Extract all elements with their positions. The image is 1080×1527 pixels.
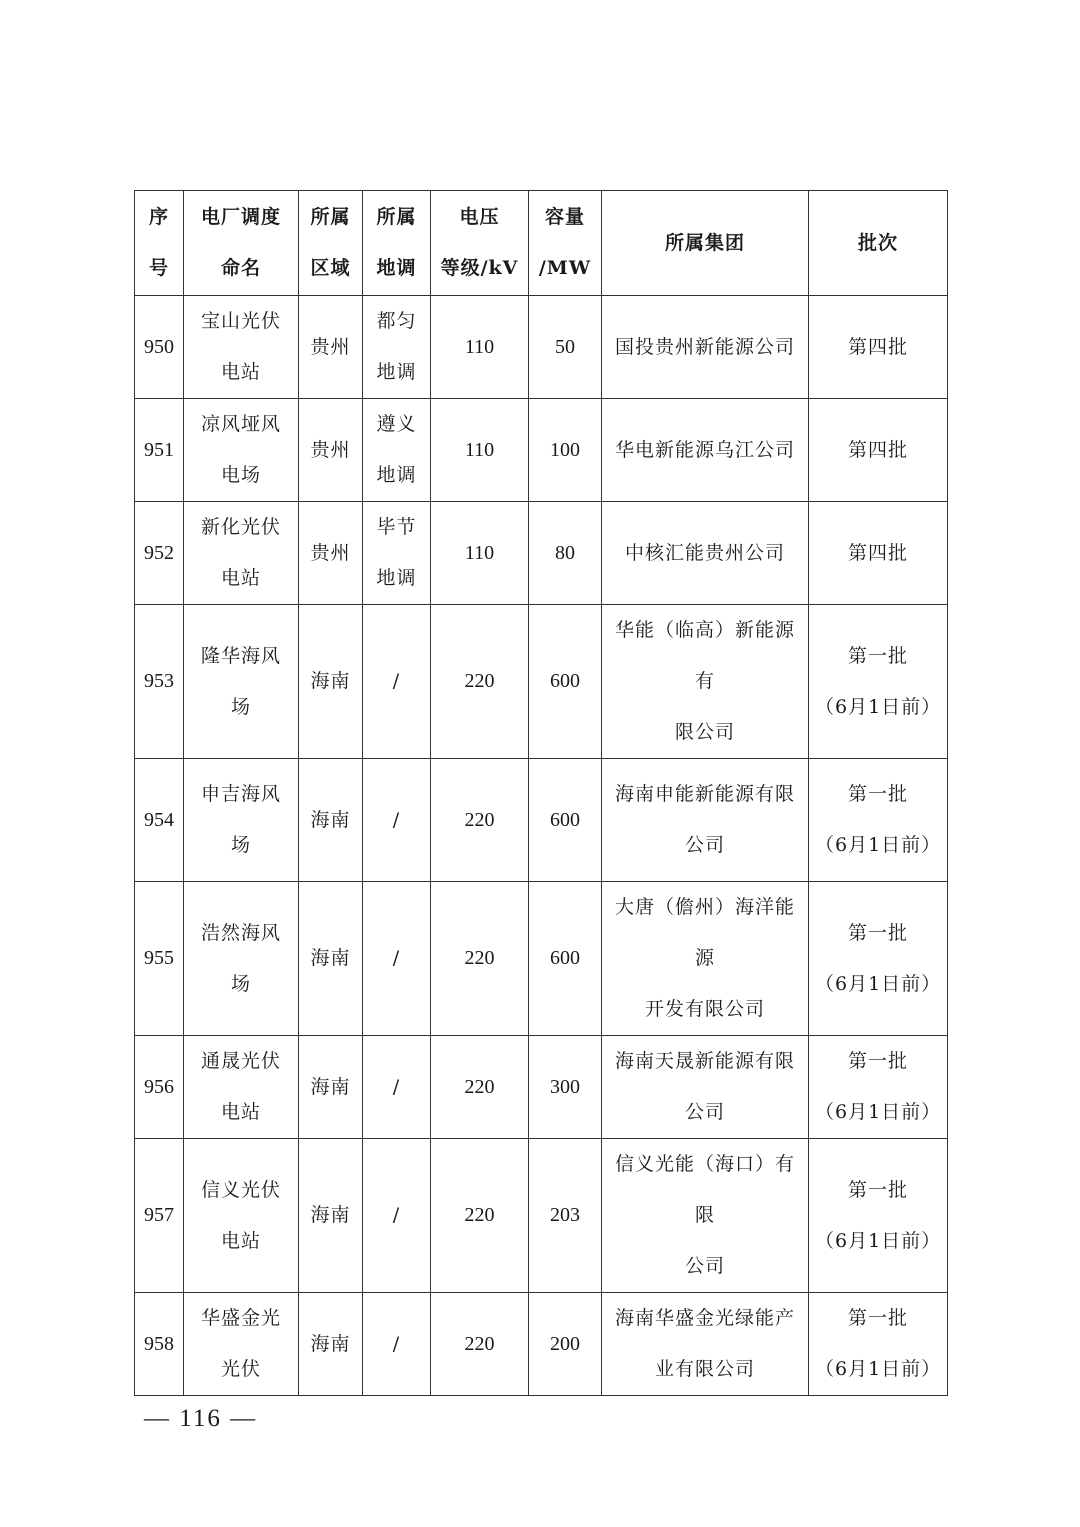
- table-row: [135, 296, 948, 399]
- table-row: [135, 605, 948, 759]
- header-group: 所属集团: [602, 191, 809, 296]
- cell-region: 贵州: [299, 502, 363, 605]
- cell-voltage: 110: [431, 399, 529, 502]
- header-voltage: 电压 等级/kV: [431, 191, 529, 296]
- cell-voltage: 110: [431, 296, 529, 399]
- header-region: 所属 区域: [299, 191, 363, 296]
- cell-plant-name: 浩然海风 场: [184, 882, 299, 1036]
- cell-group: 海南天晟新能源有限 公司: [602, 1036, 809, 1139]
- cell-plant-name: 通晟光伏 电站: [184, 1036, 299, 1139]
- header-seq: 序 号: [135, 191, 184, 296]
- cell-region: 海南: [299, 882, 363, 1036]
- cell-batch: 第一批 （6月1日前）: [809, 759, 948, 882]
- page-number: — 116 —: [144, 1405, 258, 1432]
- cell-voltage: 110: [431, 502, 529, 605]
- cell-seq: 952: [135, 502, 184, 605]
- cell-plant-name: 申吉海风 场: [184, 759, 299, 882]
- cell-plant-name: 宝山光伏 电站: [184, 296, 299, 399]
- cell-seq: 958: [135, 1293, 184, 1396]
- cell-voltage: 220: [431, 882, 529, 1036]
- cell-dispatch: 遵义 地调: [363, 399, 431, 502]
- cell-region: 海南: [299, 1293, 363, 1396]
- cell-region: 贵州: [299, 399, 363, 502]
- header-plant-name: 电厂调度 命名: [184, 191, 299, 296]
- header-capacity: 容量 /MW: [529, 191, 602, 296]
- cell-dispatch: 毕节 地调: [363, 502, 431, 605]
- cell-dispatch: /: [363, 1139, 431, 1293]
- cell-seq: 956: [135, 1036, 184, 1139]
- cell-batch: 第四批: [809, 399, 948, 502]
- cell-region: 贵州: [299, 296, 363, 399]
- table-row: [135, 1293, 948, 1396]
- cell-seq: 951: [135, 399, 184, 502]
- header-dispatch: 所属 地调: [363, 191, 431, 296]
- cell-seq: 957: [135, 1139, 184, 1293]
- table-row: [135, 502, 948, 605]
- cell-dispatch: /: [363, 759, 431, 882]
- cell-plant-name: 凉风垭风 电场: [184, 399, 299, 502]
- cell-plant-name: 华盛金光 光伏: [184, 1293, 299, 1396]
- cell-batch: 第四批: [809, 296, 948, 399]
- cell-group: 海南华盛金光绿能产 业有限公司: [602, 1293, 809, 1396]
- cell-region: 海南: [299, 605, 363, 759]
- cell-group: 国投贵州新能源公司: [602, 296, 809, 399]
- cell-plant-name: 隆华海风 场: [184, 605, 299, 759]
- cell-group: 中核汇能贵州公司: [602, 502, 809, 605]
- cell-group: 华能（临高）新能源有 限公司: [602, 605, 809, 759]
- cell-group: 海南申能新能源有限 公司: [602, 759, 809, 882]
- cell-capacity: 100: [529, 399, 602, 502]
- cell-batch: 第一批 （6月1日前）: [809, 882, 948, 1036]
- cell-batch: 第一批 （6月1日前）: [809, 605, 948, 759]
- cell-plant-name: 新化光伏 电站: [184, 502, 299, 605]
- cell-group: 华电新能源乌江公司: [602, 399, 809, 502]
- cell-capacity: 600: [529, 882, 602, 1036]
- cell-capacity: 203: [529, 1139, 602, 1293]
- table-row: [135, 759, 948, 882]
- cell-dispatch: 都匀 地调: [363, 296, 431, 399]
- cell-dispatch: /: [363, 605, 431, 759]
- cell-seq: 953: [135, 605, 184, 759]
- cell-batch: 第一批 （6月1日前）: [809, 1293, 948, 1396]
- cell-seq: 954: [135, 759, 184, 882]
- cell-seq: 955: [135, 882, 184, 1036]
- header-batch: 批次: [809, 191, 948, 296]
- cell-voltage: 220: [431, 759, 529, 882]
- cell-dispatch: /: [363, 1036, 431, 1139]
- cell-capacity: 300: [529, 1036, 602, 1139]
- cell-capacity: 200: [529, 1293, 602, 1396]
- cell-plant-name: 信义光伏 电站: [184, 1139, 299, 1293]
- cell-capacity: 600: [529, 605, 602, 759]
- cell-region: 海南: [299, 1139, 363, 1293]
- cell-capacity: 600: [529, 759, 602, 882]
- cell-region: 海南: [299, 1036, 363, 1139]
- cell-capacity: 50: [529, 296, 602, 399]
- cell-batch: 第一批 （6月1日前）: [809, 1036, 948, 1139]
- table-row: [135, 882, 948, 1036]
- plant-table: [134, 190, 948, 1396]
- cell-batch: 第四批: [809, 502, 948, 605]
- cell-voltage: 220: [431, 1293, 529, 1396]
- cell-capacity: 80: [529, 502, 602, 605]
- cell-dispatch: /: [363, 1293, 431, 1396]
- cell-voltage: 220: [431, 1139, 529, 1293]
- cell-seq: 950: [135, 296, 184, 399]
- cell-group: 大唐（儋州）海洋能源 开发有限公司: [602, 882, 809, 1036]
- cell-group: 信义光能（海口）有限 公司: [602, 1139, 809, 1293]
- cell-voltage: 220: [431, 605, 529, 759]
- table-header-row: [135, 191, 948, 296]
- table-row: [135, 1036, 948, 1139]
- cell-region: 海南: [299, 759, 363, 882]
- cell-dispatch: /: [363, 882, 431, 1036]
- cell-voltage: 220: [431, 1036, 529, 1139]
- table-row: [135, 399, 948, 502]
- table-row: [135, 1139, 948, 1293]
- cell-batch: 第一批 （6月1日前）: [809, 1139, 948, 1293]
